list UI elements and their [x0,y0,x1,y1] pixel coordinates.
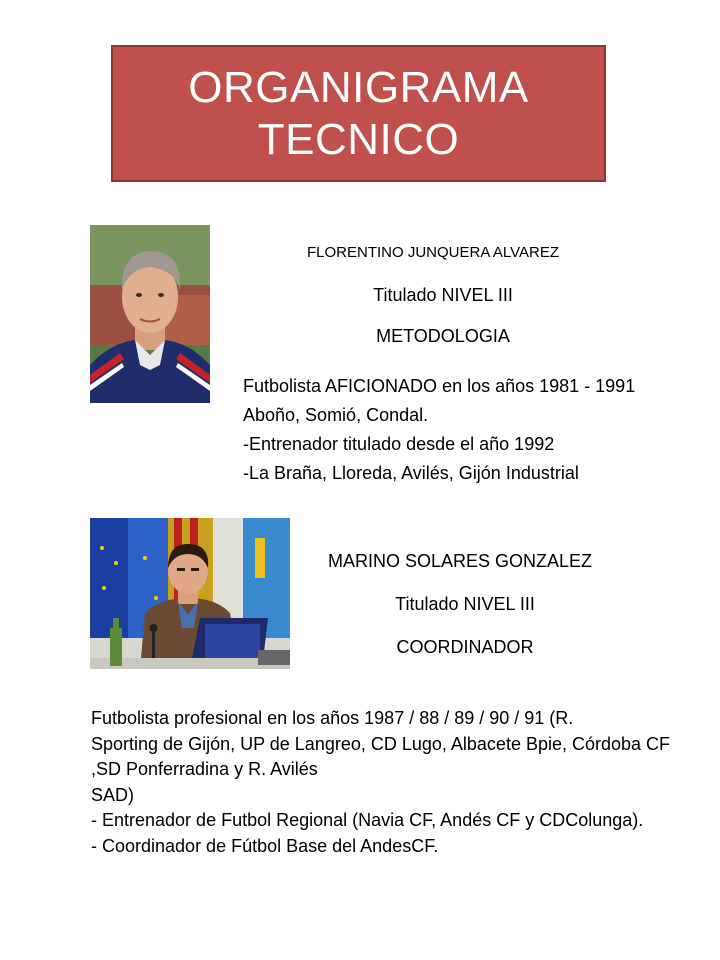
person2-bio-line: SAD) [91,784,135,805]
person2-bio-line: - Entrenador de Futbol Regional (Navia CF, Andés CF y CDColunga). [91,810,644,830]
person1-bio-line: Aboño, Somió, Condal. [243,405,429,425]
person1-role: METODOLOGIA [376,326,510,346]
person2-role: COORDINADOR [396,637,534,657]
person1-bio-line: Futbolista AFICIONADO en los años 1981 - 1991 [243,376,636,396]
person1-level: Titulado NIVEL III [373,285,513,305]
person1-photo [90,225,210,403]
person2-bio [91,706,691,859]
title-line-2: TECNICO [257,114,460,164]
person2-bio-line: Futbolista profesional en los años 1987 / 88 / 89 / 90 / 91 (R. [91,708,574,728]
title-banner [111,45,606,182]
person2-bio-line: - Coordinador de Fútbol Base del AndesCF. [91,835,439,856]
person2-bio-line: Sporting de Gijón, UP de Langreo, CD Lugo, Albacete Bpie, Córdoba CF ,SD Ponferradina y R. Avilés [91,733,671,779]
person1-bio-line: -Entrenador titulado desde el año 1992 [243,434,555,454]
person2-level: Titulado NIVEL III [395,594,535,614]
person1-bio [243,372,683,488]
title-line-1: ORGANIGRAMA [188,62,529,112]
person2-name: MARINO SOLARES GONZALEZ [327,551,593,571]
person1-name: FLORENTINO JUNQUERA ALVAREZ [307,244,559,261]
person2-photo [90,518,290,669]
person1-bio-line: -La Braña, Lloreda, Avilés, Gijón Industrial [243,463,579,483]
